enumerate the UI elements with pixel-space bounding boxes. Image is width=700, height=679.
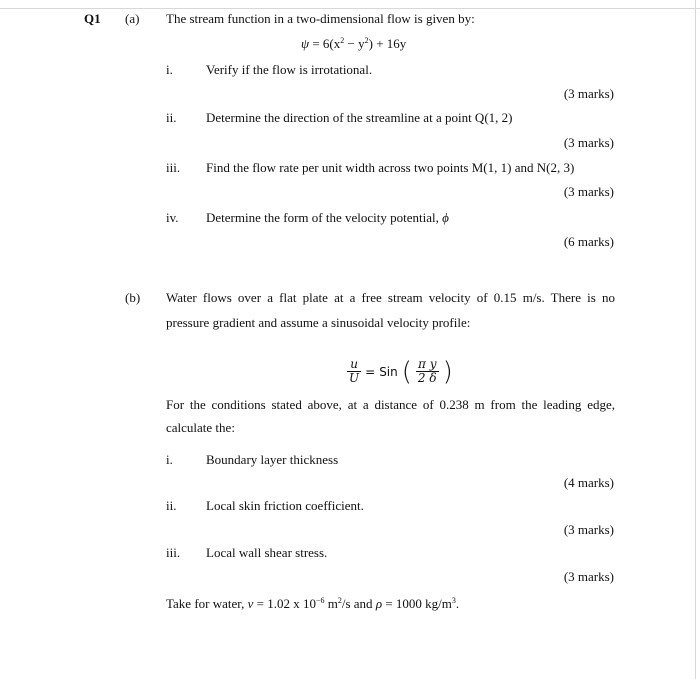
u-over-U-fraction bbox=[347, 358, 361, 385]
profile-equals: = bbox=[365, 364, 376, 379]
footer-eq2: = 1000 kg/m bbox=[382, 596, 452, 611]
page-right-border bbox=[695, 0, 700, 679]
footer-exp: −6 bbox=[315, 596, 325, 605]
eq-sup-a: 2 bbox=[340, 36, 345, 45]
item-a-2-number: ii. bbox=[166, 110, 177, 125]
item-b-2-text: Local skin friction coefficient. bbox=[206, 498, 364, 513]
water-properties-note bbox=[166, 596, 459, 612]
part-a-label: (a) bbox=[125, 11, 140, 26]
pi-y-over-2-delta-fraction bbox=[416, 358, 439, 385]
inner-numerator: π y bbox=[416, 358, 439, 372]
item-b-3-marks: (3 marks) bbox=[563, 569, 614, 584]
footer-unit1-sup: 2 bbox=[337, 596, 342, 605]
item-b-1-number: i. bbox=[166, 452, 173, 467]
part-b-para1-line2: pressure gradient and assume a sinusoidal velocity profile: bbox=[166, 315, 471, 330]
footer-unit1-end: /s and bbox=[341, 596, 376, 611]
question-number: Q1 bbox=[84, 11, 101, 26]
item-a-4-number: iv. bbox=[166, 210, 179, 225]
footer-pre: Take for water, bbox=[166, 596, 248, 611]
item-a-1-number: i. bbox=[166, 62, 173, 77]
footer-end: . bbox=[455, 596, 460, 611]
left-paren: ( bbox=[401, 356, 412, 387]
velocity-profile-equation bbox=[347, 358, 453, 385]
part-b-label: (b) bbox=[125, 290, 141, 305]
eq-sup-b: 2 bbox=[364, 36, 369, 45]
nu-symbol: ν bbox=[247, 596, 254, 611]
part-a-intro: The stream function in a two-dimensional flow is given by: bbox=[166, 11, 475, 26]
item-b-2-number: ii. bbox=[166, 498, 177, 513]
item-a-3-text: Find the flow rate per unit width across two points M(1, 1) and N(2, 3) bbox=[206, 160, 575, 175]
item-a-4-line bbox=[206, 210, 449, 226]
right-paren: ) bbox=[442, 356, 453, 387]
item-a-4-marks: (6 marks) bbox=[563, 234, 614, 249]
part-b-para2-line2: calculate the: bbox=[166, 420, 235, 435]
sin-function: Sin bbox=[379, 364, 398, 379]
equals-sign: = bbox=[312, 36, 320, 51]
item-b-1-text: Boundary layer thickness bbox=[206, 452, 339, 467]
item-b-3-text: Local wall shear stress. bbox=[206, 545, 328, 560]
eq-term-a: 6(x bbox=[322, 36, 341, 51]
eq-term-c: ) + 16y bbox=[368, 36, 407, 51]
item-a-3-number: iii. bbox=[166, 160, 181, 175]
inner-denominator: 2 δ bbox=[417, 371, 437, 385]
footer-unit2-sup: 3 bbox=[451, 596, 456, 605]
fraction-numerator-u: u bbox=[347, 358, 361, 372]
item-b-1-marks: (4 marks) bbox=[563, 475, 614, 490]
phi-symbol: ϕ bbox=[442, 210, 449, 225]
rho-symbol: ρ bbox=[375, 596, 383, 611]
part-b-para1-line1: Water flows over a flat plate at a free stream velocity of 0.15 m/s. There is no bbox=[166, 290, 615, 305]
eq-term-b: − y bbox=[344, 36, 365, 51]
item-b-3-number: iii. bbox=[166, 545, 181, 560]
item-a-2-marks: (3 marks) bbox=[563, 135, 614, 150]
fraction-denominator-U: U bbox=[349, 371, 360, 385]
psi-symbol: ψ bbox=[301, 36, 310, 51]
part-b-para2-line1: For the conditions stated above, at a distance of 0.238 m from the leading edge, bbox=[166, 397, 615, 412]
item-a-1-marks: (3 marks) bbox=[563, 86, 614, 101]
item-a-2-text: Determine the direction of the streamline at a point Q(1, 2) bbox=[206, 110, 513, 125]
footer-unit1: m bbox=[324, 596, 338, 611]
stream-function-equation bbox=[301, 36, 406, 52]
item-b-2-marks: (3 marks) bbox=[563, 522, 614, 537]
item-a-3-marks: (3 marks) bbox=[563, 184, 614, 199]
item-a-1-text: Verify if the flow is irrotational. bbox=[206, 62, 373, 77]
item-a-4-text: Determine the form of the velocity potential, bbox=[206, 210, 439, 225]
page-top-border bbox=[0, 0, 700, 9]
footer-eq1: = 1.02 x 10 bbox=[253, 596, 316, 611]
